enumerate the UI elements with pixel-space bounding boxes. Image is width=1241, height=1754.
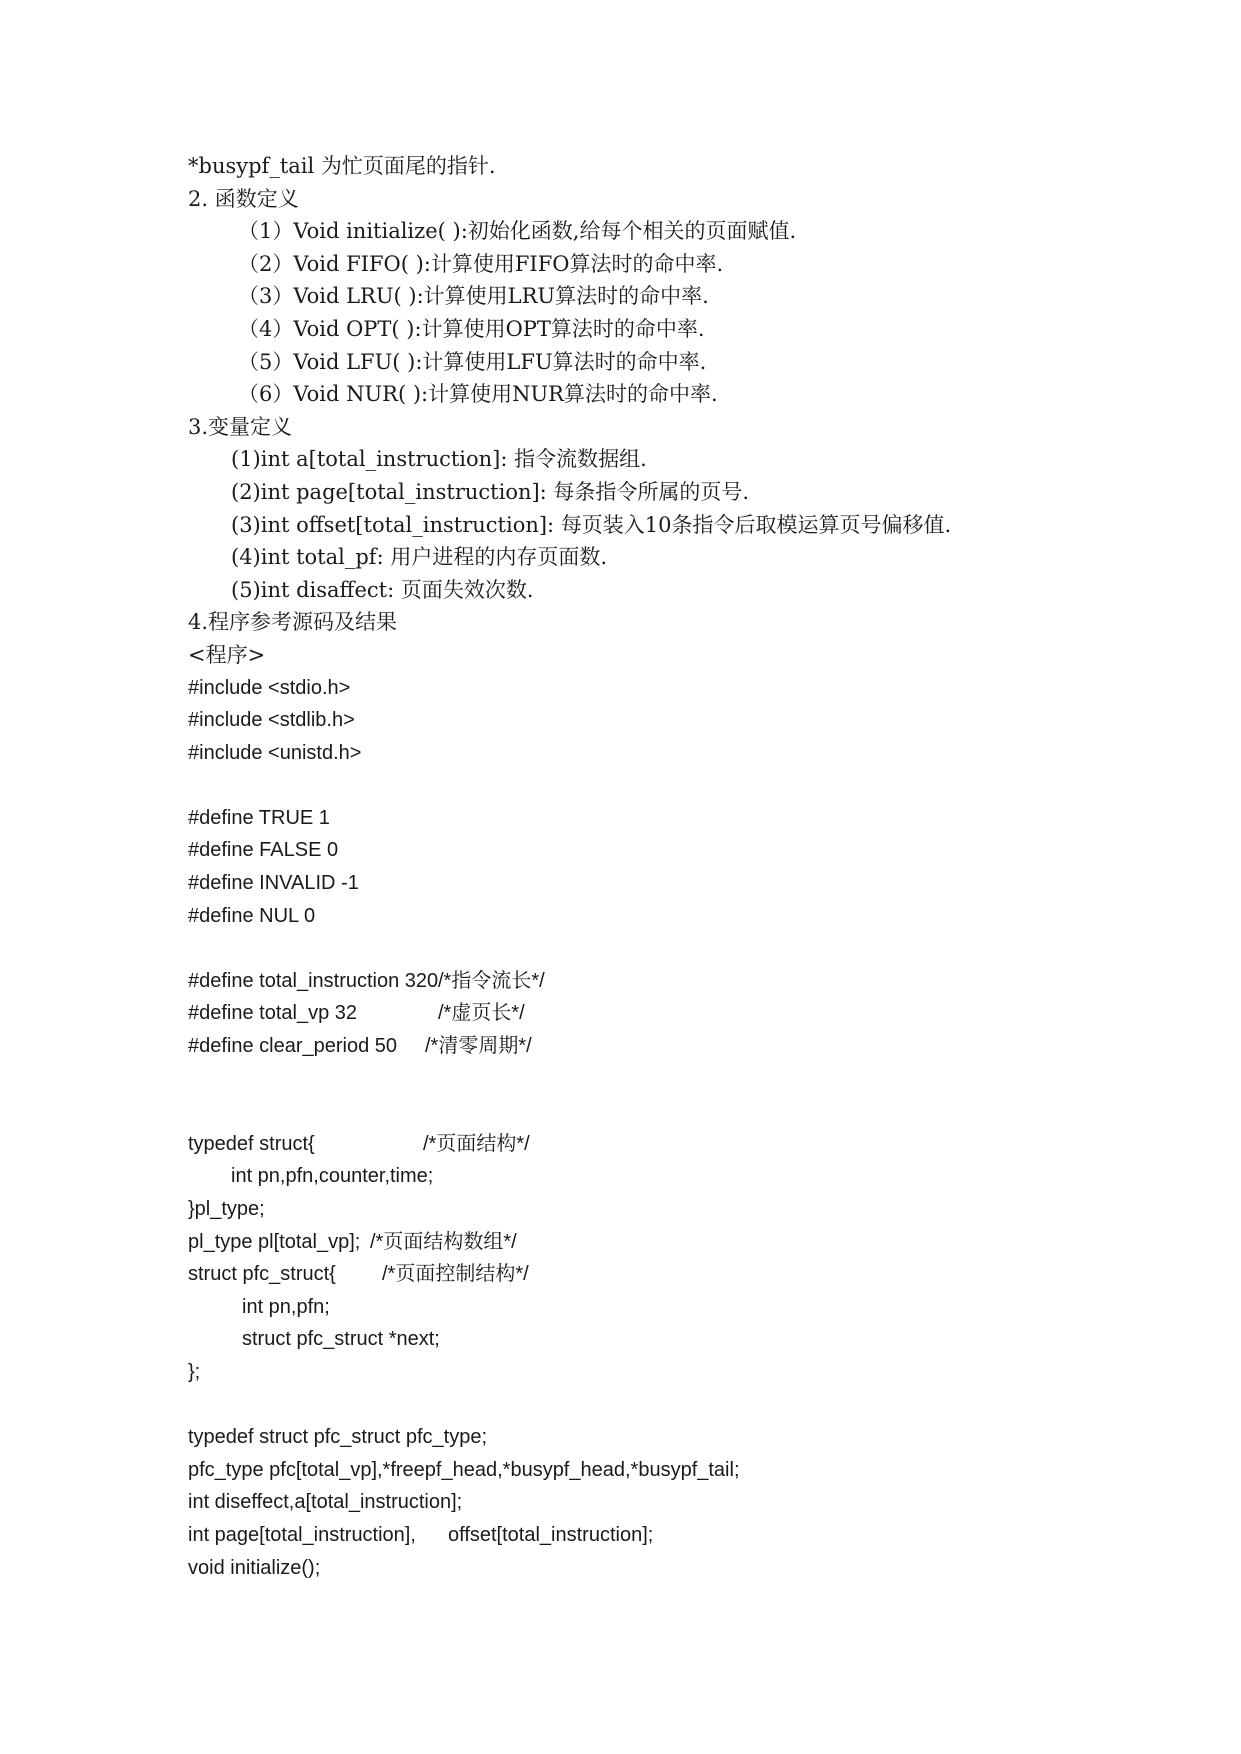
variable-item <box>188 574 1188 607</box>
variable-item-text: (2)int page[total_instruction]: 每条指令所属的页号. <box>231 479 750 504</box>
code-line <box>188 1421 1188 1454</box>
code-line <box>188 672 1188 705</box>
section3-heading-text: 3.变量定义 <box>188 414 293 439</box>
function-item-text: （3）Void LRU( ):计算使用LRU算法时的命中率. <box>238 284 709 309</box>
variable-item <box>188 541 1188 574</box>
code-text: }pl_type; <box>188 1198 265 1220</box>
code-line <box>188 704 1188 737</box>
code-line <box>188 900 1188 933</box>
section3-heading <box>188 411 1188 444</box>
variable-item-text: (3)int offset[total_instruction]: 每页装入10条指令后取模运算页号偏移值. <box>231 512 952 537</box>
function-item-text: （6）Void NUR( ):计算使用NUR算法时的命中率. <box>238 382 718 407</box>
code-text: #define total_vp 32 <box>188 1002 358 1025</box>
code-text: int pn,pfn,counter,time; <box>231 1165 434 1188</box>
code-text: #define INVALID -1 <box>188 872 359 895</box>
blank-line <box>188 769 1188 802</box>
code-line <box>188 1160 1188 1193</box>
code-line <box>188 867 1188 900</box>
variable-item-text: (1)int a[total_instruction]: 指令流数据组. <box>231 447 647 472</box>
code-text: #define FALSE 0 <box>188 839 339 862</box>
blank-line <box>188 1095 1188 1128</box>
code-line <box>188 1226 1188 1259</box>
code-text: void initialize(); <box>188 1556 321 1579</box>
code-line <box>188 1291 1188 1324</box>
code-text: #include <unistd.h> <box>188 741 362 764</box>
code-line <box>188 802 1188 835</box>
section4-heading <box>188 606 1188 639</box>
code-line <box>188 965 1188 998</box>
code-text: pfc_type pfc[total_vp],*freepf_head,*busypf_head,*busypf_tail; <box>188 1458 740 1481</box>
variable-item <box>188 443 1188 476</box>
variable-item-text: (4)int total_pf: 用户进程的内存页面数. <box>231 545 607 570</box>
function-item <box>188 280 1188 313</box>
code-text: struct pfc_struct *next; <box>242 1328 440 1351</box>
function-item-text: （4）Void OPT( ):计算使用OPT算法时的命中率. <box>238 316 705 341</box>
section4-heading-text: 4.程序参考源码及结果 <box>188 610 398 635</box>
code-comment: /*页面控制结构*/ <box>382 1263 529 1286</box>
code-line <box>188 834 1188 867</box>
code-text: int diseffect,a[total_instruction]; <box>188 1491 463 1514</box>
variable-item-text: (5)int disaffect: 页面失效次数. <box>231 577 534 602</box>
code-text: pl_type pl[total_vp]; <box>188 1230 361 1253</box>
blank-line <box>188 1389 1188 1422</box>
variable-item <box>188 476 1188 509</box>
code-text: typedef struct pfc_struct pfc_type; <box>188 1426 488 1449</box>
function-item <box>188 248 1188 281</box>
code-text: int page[total_instruction], <box>188 1523 416 1546</box>
code-line <box>188 1193 1188 1226</box>
code-line <box>188 1356 1188 1389</box>
intro-text: *busypf_tail 为忙页面尾的指针. <box>188 154 496 178</box>
function-item <box>188 346 1188 379</box>
code-text: #define NUL 0 <box>188 904 316 927</box>
code-line <box>188 1258 1188 1291</box>
function-item <box>188 313 1188 346</box>
code-comment: /*页面结构*/ <box>423 1132 530 1155</box>
function-item <box>188 215 1188 248</box>
section2-heading <box>188 183 1188 216</box>
code-line <box>188 737 1188 770</box>
code-line <box>188 997 1188 1030</box>
function-item-text: （2）Void FIFO( ):计算使用FIFO算法时的命中率. <box>238 251 724 276</box>
code-line <box>188 1323 1188 1356</box>
code-line <box>188 1486 1188 1519</box>
code-comment: /*页面结构数组*/ <box>370 1230 517 1253</box>
code-comment: /*指令流长*/ <box>438 969 545 992</box>
function-item-text: （1）Void initialize( ):初始化函数,给每个相关的页面赋值. <box>238 219 797 244</box>
code-line <box>188 1030 1188 1063</box>
function-item-text: （5）Void LFU( ):计算使用LFU算法时的命中率. <box>238 349 707 374</box>
program-label-text: <程序> <box>188 642 266 667</box>
code-text: #define total_instruction 320 <box>188 969 439 992</box>
code-text: #define TRUE 1 <box>188 806 330 829</box>
blank-line <box>188 1063 1188 1096</box>
variable-item <box>188 509 1188 542</box>
code-text: #include <stdlib.h> <box>188 709 355 732</box>
section2-heading-text: 2. 函数定义 <box>188 186 299 211</box>
code-text: #include <stdio.h> <box>188 676 351 699</box>
code-line <box>188 1128 1188 1161</box>
code-line <box>188 1519 1188 1552</box>
document-body <box>188 150 1188 1584</box>
program-label <box>188 639 1188 672</box>
intro-line <box>188 150 1188 183</box>
code-text: offset[total_instruction]; <box>448 1523 654 1546</box>
code-text: }; <box>188 1360 201 1383</box>
code-comment: /*虚页长*/ <box>438 1002 525 1025</box>
code-comment: /*清零周期*/ <box>425 1035 532 1058</box>
code-text: #define clear_period 50 <box>188 1035 398 1058</box>
function-item <box>188 378 1188 411</box>
code-line <box>188 1454 1188 1487</box>
code-line <box>188 1552 1188 1585</box>
code-text: struct pfc_struct{ <box>188 1263 336 1286</box>
blank-line <box>188 932 1188 965</box>
code-text: int pn,pfn; <box>242 1295 330 1318</box>
code-text: typedef struct{ <box>188 1132 315 1155</box>
